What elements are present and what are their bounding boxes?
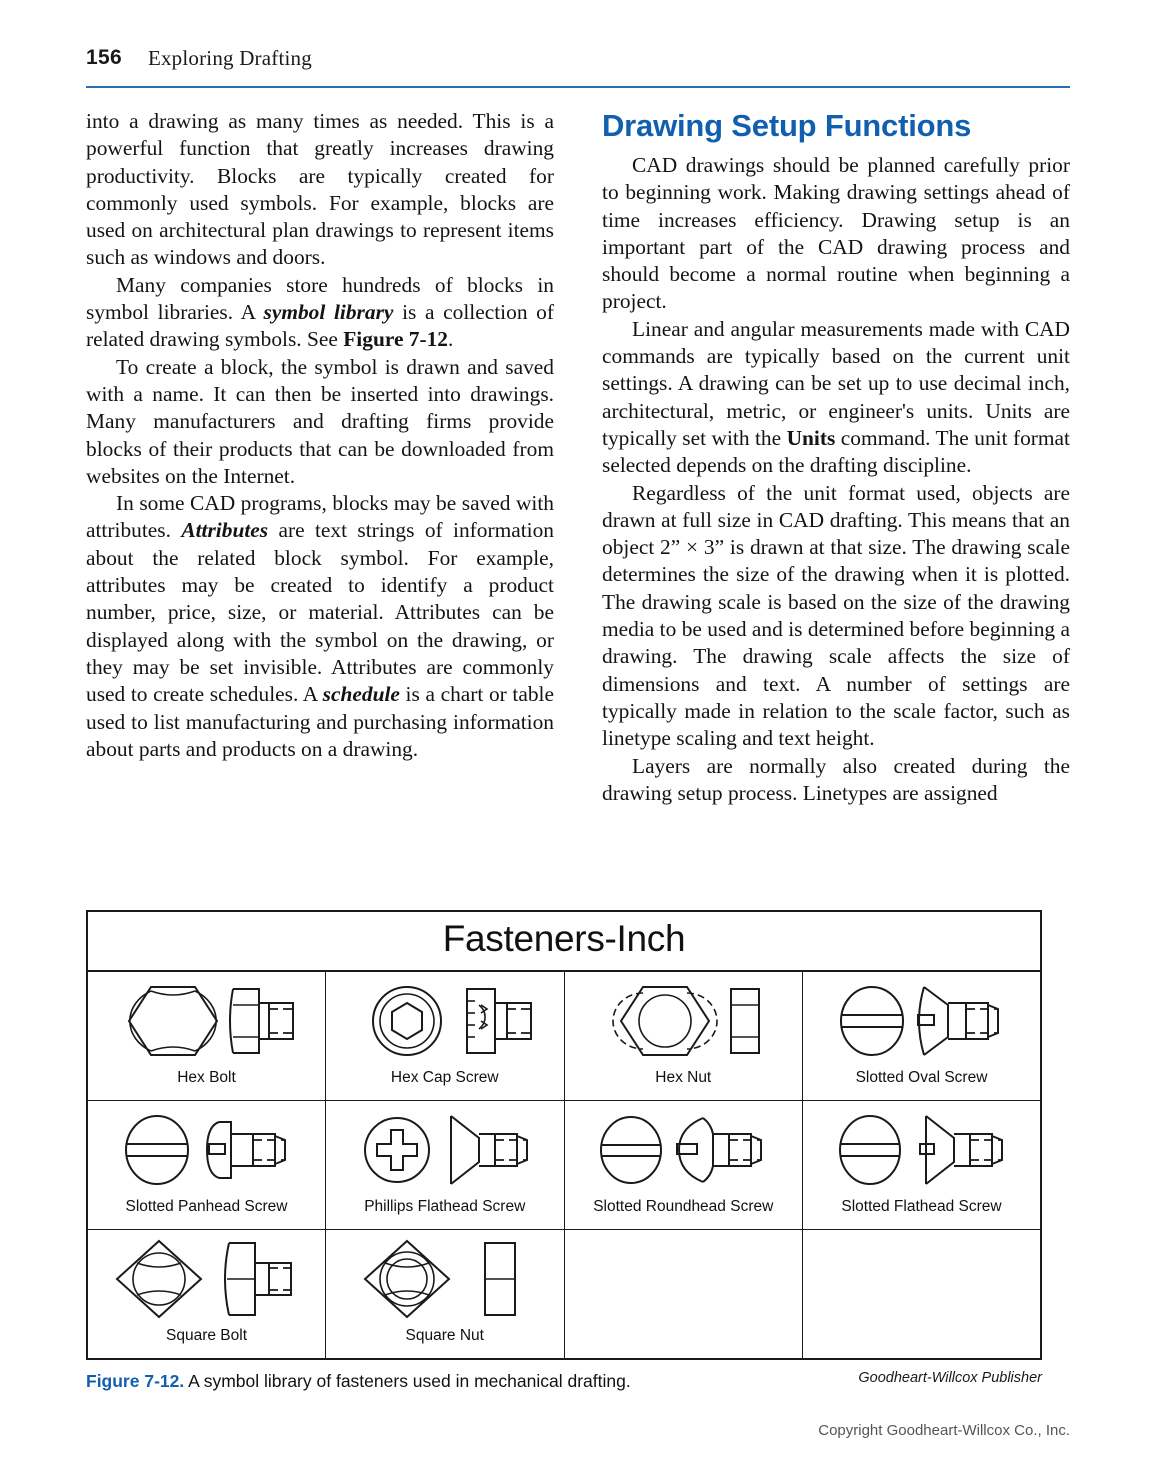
- cell-label: Square Bolt: [166, 1327, 247, 1344]
- table-title-row: [87, 911, 1041, 971]
- command-units: Units: [786, 425, 836, 450]
- table-row: [87, 1230, 1041, 1360]
- figure-caption-number: Figure 7-12.: [86, 1371, 185, 1391]
- paragraph-full-size: Regardless of the unit format used, objects are drawn at full size in CAD drafting. This means that an object 2” × 3” is drawn at that size. The drawing scale determines the size of the drawing when it is plotted. The drawing scale is based on the size of the drawing media to be used and is determined before beginning a drawing. The drawing scale affects the size of dimensions and text. A number of settings are typically made in relation to the scale factor, such as linetype scaling and text height.: [602, 480, 1070, 751]
- hex-nut-icon: [565, 972, 803, 1070]
- slotted-flathead-screw-icon: [803, 1101, 1040, 1199]
- cell-phillips-flathead-screw: [326, 1101, 565, 1230]
- paragraph-cad-planning: CAD drawings should be planned carefully prior to beginning work. Making drawing settings ahead of time increases efficiency. Drawing setup is an important part of the CAD drawing process and should become a normal routine when beginning a project.: [602, 153, 1070, 314]
- text-run: In some CAD programs, blocks may be saved with attributes.: [86, 491, 554, 543]
- figure-caption: [86, 1370, 1070, 1392]
- cell-slotted-roundhead-screw: [564, 1101, 803, 1230]
- square-bolt-icon: [88, 1230, 325, 1328]
- table-row: [87, 1101, 1041, 1230]
- cell-label: Square Nut: [405, 1327, 484, 1344]
- text-run: command. The unit format selected depends on the drafting discipline.: [602, 425, 1070, 478]
- hex-cap-screw-icon: [326, 972, 564, 1070]
- paragraph-layers: Layers are normally also created during the drawing setup process. Linetypes are assigned: [602, 753, 1070, 805]
- slotted-roundhead-screw-icon: [565, 1101, 803, 1199]
- cell-slotted-flathead-screw: [803, 1101, 1042, 1230]
- text-run: is a chart or table used to list manufacturing and purchasing information about parts and products on a drawing.: [86, 682, 554, 761]
- slotted-panhead-screw-icon: [88, 1101, 325, 1199]
- table-row: [87, 971, 1041, 1101]
- left-column: [86, 108, 554, 763]
- cell-square-nut: [326, 1230, 565, 1360]
- cell-label: Hex Nut: [655, 1069, 712, 1086]
- cell-label: Slotted Flathead Screw: [841, 1198, 1002, 1215]
- term-symbol-library: symbol library: [263, 300, 394, 325]
- right-column: [602, 108, 1070, 807]
- term-schedule: schedule: [322, 682, 400, 707]
- figure-caption-text: A symbol library of fasteners used in mechanical drafting.: [184, 1371, 631, 1391]
- text-run: Linear and angular measurements made with CAD commands are typically based on the current unit settings. A drawing can be set up to use decimal inch, architectural, metric, or engineer's units. Units are typically set with the: [602, 316, 1070, 450]
- figure-7-12: [86, 910, 1042, 1386]
- square-nut-icon: [326, 1230, 564, 1328]
- text-run: .: [448, 327, 454, 352]
- hex-bolt-icon: [88, 972, 325, 1070]
- cell-label: Phillips Flathead Screw: [364, 1198, 526, 1215]
- slotted-oval-screw-icon: [803, 972, 1040, 1070]
- page-header: [86, 46, 1070, 88]
- text-run: are text strings of information about the related block symbol. For example, attributes may be created to identify a product number, price, size, or material. Attributes can be displayed along with the symbol on the drawing, or they may be set invisible. Attributes are commonly used to create schedules. A: [86, 518, 554, 707]
- cell-hex-bolt: [87, 971, 326, 1101]
- paragraph-blocks-intro: into a drawing as many times as needed. This is a powerful function that greatly increases drawing productivity. Blocks are typically created for commonly used symbols. For example, blocks are used on architectural plan drawings to represent items such as windows and doors.: [86, 109, 554, 270]
- figure-credit: Goodheart-Willcox Publisher: [858, 1370, 1042, 1386]
- phillips-flathead-screw-icon: [326, 1101, 564, 1199]
- cell-hex-nut: [564, 971, 803, 1101]
- paragraph-create-block: To create a block, the symbol is drawn and saved with a name. It can then be inserted into drawings. Many manufacturers and drafting firms provide blocks of their products that can be downloaded from websites on the Internet.: [86, 354, 554, 488]
- cell-slotted-panhead-screw: [87, 1101, 326, 1230]
- cell-hex-cap-screw: [326, 971, 565, 1101]
- paragraph-units: [602, 316, 1070, 480]
- cell-label: Hex Bolt: [177, 1069, 236, 1086]
- paragraph-symbol-library: [86, 272, 554, 354]
- cell-slotted-oval-screw: [803, 971, 1042, 1101]
- cell-label: Slotted Oval Screw: [855, 1069, 988, 1086]
- cell-label: Slotted Panhead Screw: [125, 1198, 288, 1215]
- cell-empty-1: [564, 1230, 803, 1360]
- paragraph-attributes: [86, 490, 554, 763]
- term-attributes: Attributes: [181, 518, 269, 543]
- copyright-notice: Copyright Goodheart-Willcox Co., Inc.: [818, 1422, 1070, 1439]
- page-number: 156: [86, 46, 122, 69]
- book-title: Exploring Drafting: [147, 46, 312, 70]
- text-run: Many companies store hundreds of blocks in symbol libraries. A: [86, 272, 554, 325]
- cell-label: Slotted Roundhead Screw: [593, 1198, 774, 1215]
- fasteners-symbol-table: [86, 910, 1042, 1360]
- cell-square-bolt: [87, 1230, 326, 1360]
- cell-empty-2: [803, 1230, 1042, 1360]
- cell-label: Hex Cap Screw: [390, 1069, 499, 1086]
- table-title: Fasteners-Inch: [87, 911, 1041, 971]
- section-heading-drawing-setup-functions: Drawing Setup Functions: [602, 108, 972, 143]
- text-run: is a collection of related drawing symbols. See: [86, 300, 554, 352]
- figure-reference: Figure 7-12: [343, 327, 448, 352]
